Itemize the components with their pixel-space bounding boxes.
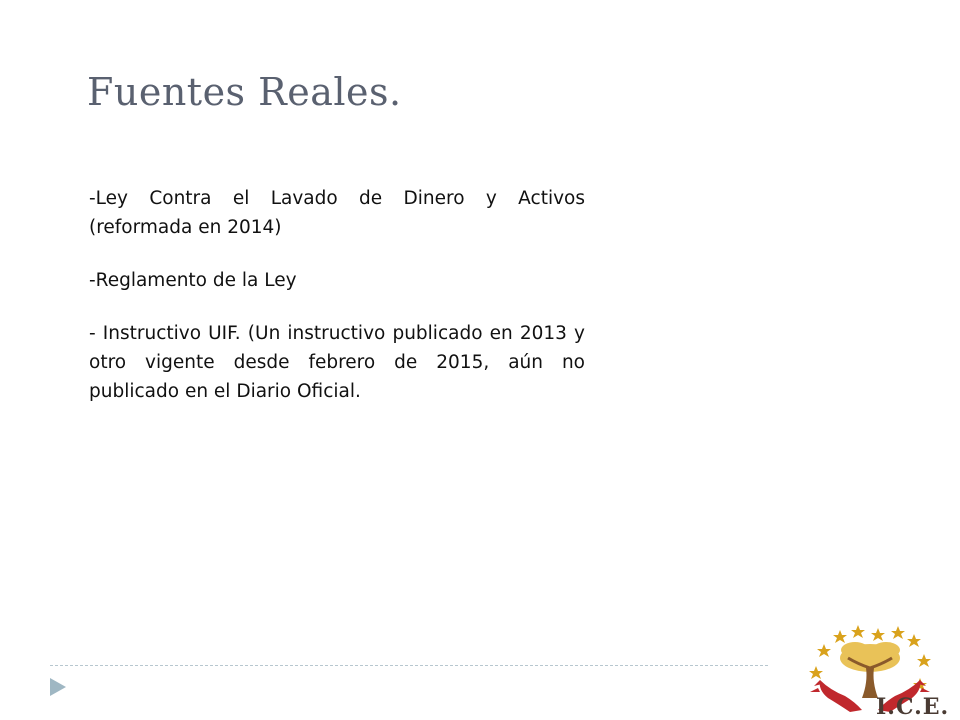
- slide-body: [89, 184, 585, 430]
- footer-divider: [50, 665, 768, 666]
- slide-title: Fuentes Reales.: [87, 70, 402, 114]
- logo-text: I.C.E.: [876, 694, 950, 720]
- triangle-right-icon: [47, 676, 69, 698]
- bullet-instructivo: - Instructivo UIF. (Un instructivo publicado en 2013 y otro vigente desde febrero de 2015, aún no publicado en el Diario Oficial.: [89, 323, 585, 402]
- bullet-reglamento: -Reglamento de la Ley: [89, 270, 297, 291]
- bullet-ley: -Ley Contra el Lavado de Dinero y Activos (reformada en 2014): [89, 188, 585, 238]
